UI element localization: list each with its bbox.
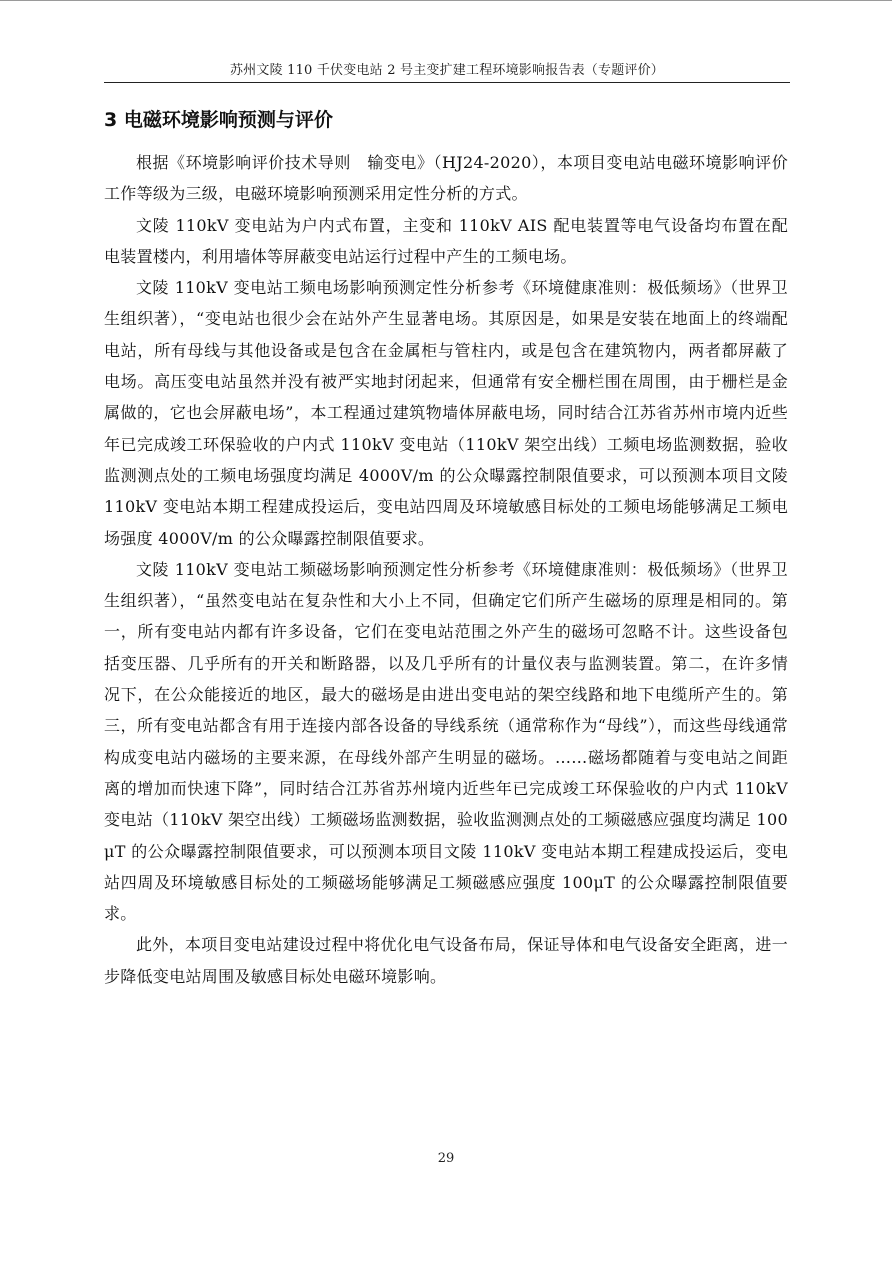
page-top-border bbox=[0, 0, 892, 1]
paragraph-indoor-layout: 文陵 110kV 变电站为户内式布置，主变和 110kV AIS 配电装置等电气设备均布置在配电装置楼内，利用墙体等屏蔽变电站运行过程中产生的工频电场。 bbox=[104, 215, 788, 266]
header-divider bbox=[104, 82, 790, 83]
running-header: 苏州文陵 110 千伏变电站 2 号主变扩建工程环境影响报告表（专题评价） bbox=[229, 63, 664, 78]
paragraph-mitigation: 此外，本项目变电站建设过程中将优化电气设备布局，保证导体和电气设备安全距离，进一步降低变电站周围及敏感目标处电磁环境影响。 bbox=[104, 935, 789, 986]
section-title: 3 电磁环境影响预测与评价 bbox=[104, 109, 333, 131]
page-number: 29 bbox=[437, 1151, 455, 1166]
paragraph-magnetic-field-analysis: 文陵 110kV 变电站工频磁场影响预测定性分析参考《环境健康准则：极低频场》（世界卫生组织著），“虽然变电站在复杂性和大小上不同，但确定它们所产生磁场的原理是相同的。第一，所有变电站内都有许多设备，它们在变电站范围之外产生的磁场可忽略不计。这些设备包括变压器、几乎所有的开关和断路器，以及几乎所有的计量仪表与监测装置。第二，在许多情况下，在公众能接近的地区，最大的磁场是由进出变电站的架空线路和地下电缆所产生的。第三，所有变电站都含有用于连接内部各设备的导线系统（通常称作为“母线”），而这些母线通常构成变电站内磁场的主要来源，在母线外部产生明显的磁场。……磁场都随着与变电站之间距离的增加而快速下降”，同时结合江苏省苏州境内近些年已完成竣工环保验收的户内式 110kV 变电站（110kV 架空出线）工频磁场监测数据，验收监测测点处的工频磁感应强度均满足 100μT 的公众曝露控制限值要求，可以预测本项目文陵 110kV 变电站本期工程建成投运后，变电站四周及环境敏感目标处的工频磁场能够满足工频磁感应强度 100μT 的公众曝露控制限值要求。 bbox=[104, 559, 788, 924]
paragraph-evaluation-level: 根据《环境影响评价技术导则 输变电》（HJ24-2020），本项目变电站电磁环境影响评价工作等级为三级，电磁环境影响预测采用定性分析的方式。 bbox=[104, 153, 788, 204]
paragraph-electric-field-analysis: 文陵 110kV 变电站工频电场影响预测定性分析参考《环境健康准则：极低频场》（世界卫生组织著），“变电站也很少会在站外产生显著电场。其原因是，如果是安装在地面上的终端配电站，所有母线与其他设备或是包含在金属柜与管柱内，或是包含在建筑物内，两者都屏蔽了电场。高压变电站虽然并没有被严实地封闭起来，但通常有安全栅栏围在周围，由于栅栏是金属做的，它也会屏蔽电场”，本工程通过建筑物墙体屏蔽电场，同时结合江苏省苏州市境内近些年已完成竣工环保验收的户内式 110kV 变电站（110kV 架空出线）工频电场监测数据，验收监测测点处的工频电场强度均满足 4000V/m 的公众曝露控制限值要求，可以预测本项目文陵 110kV 变电站本期工程建成投运后，变电站四周及环境敏感目标处的工频电场能够满足工频电场强度 4000V/m 的公众曝露控制限值要求。 bbox=[104, 278, 788, 548]
body-text bbox=[104, 147, 788, 992]
